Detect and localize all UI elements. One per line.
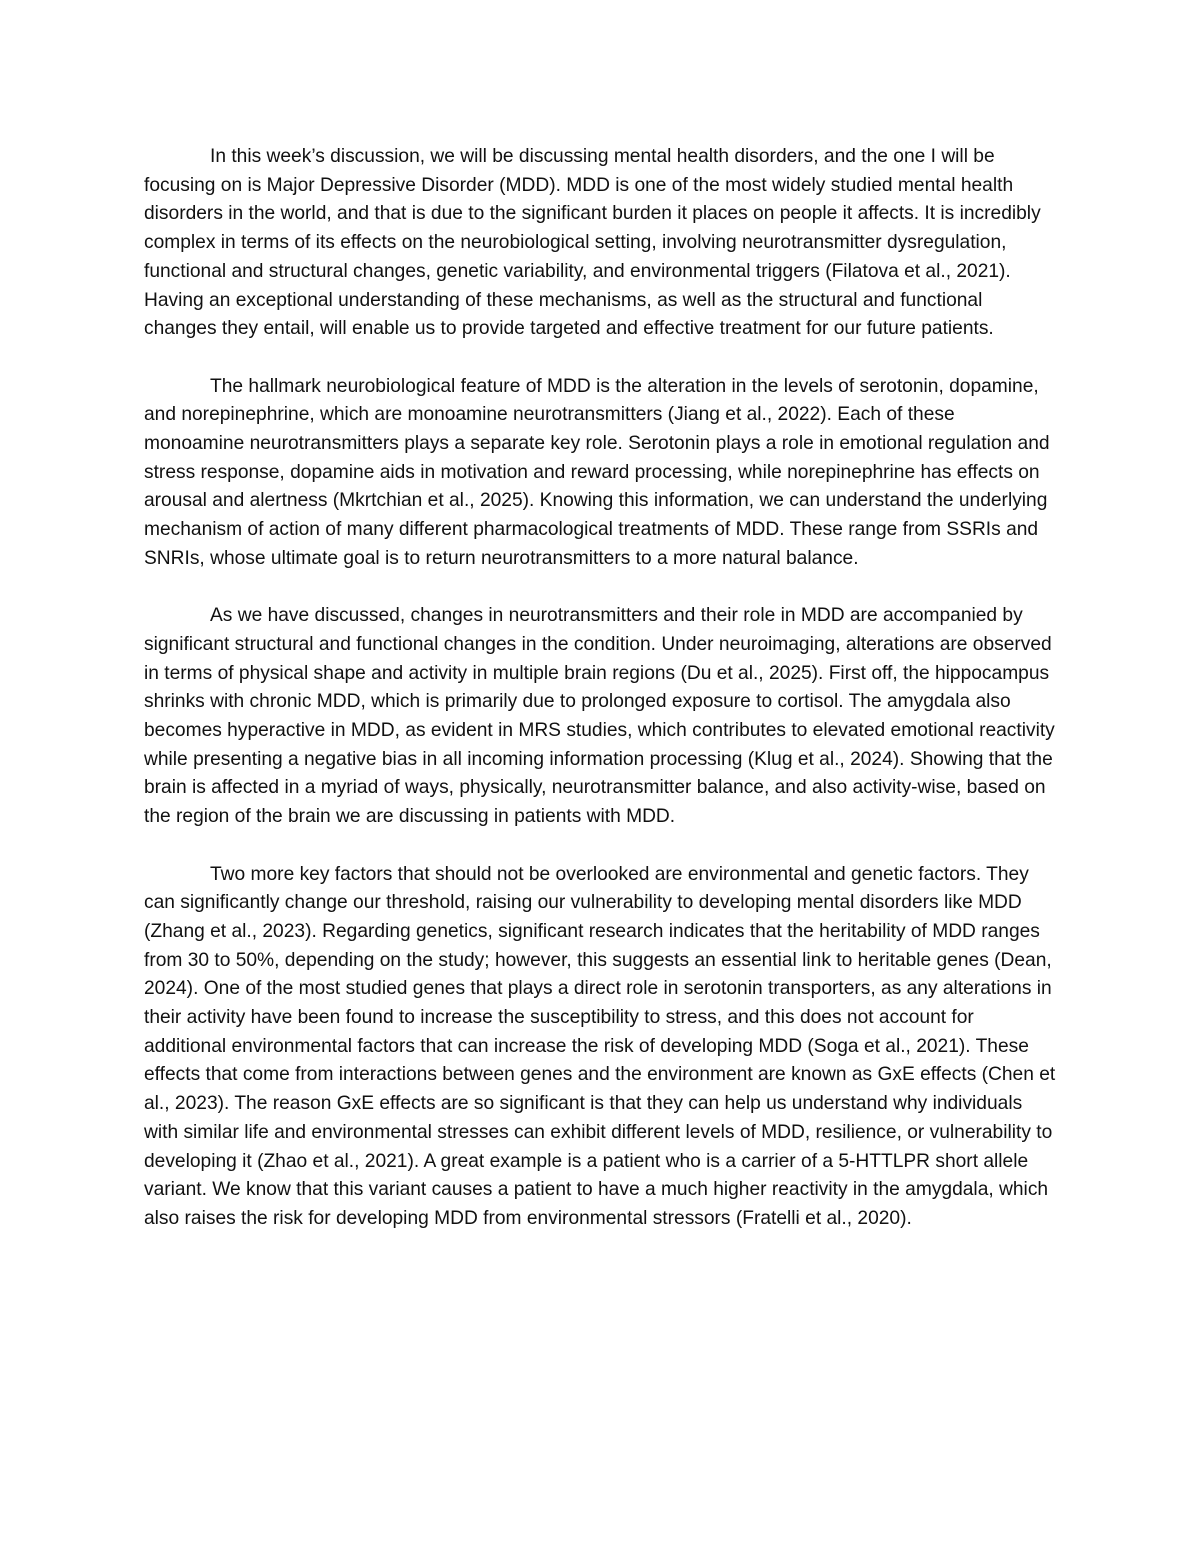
text-line: neuroimaging, alterations are observed in terms of physical shape and activity in multiple brain (144, 633, 1052, 684)
text-line: activity-wise, based on the region of the brain we are discussing in patients with MDD. (144, 777, 1046, 828)
text-line: that plays a direct role in serotonin transporters, as any alterations in their activity have been (144, 978, 1052, 1029)
text-line: Each of these monoamine neurotransmitters plays a separate key role. Serotonin plays a role in (144, 404, 955, 455)
text-line: developing MDD from environmental stressors (Fratelli et al., 2020). (335, 1207, 912, 1229)
text-line: pharmacological treatments of MDD. These range from SSRIs and SNRIs, whose ultimate goal (144, 519, 1039, 569)
text-line: presenting a negative bias in all incoming information processing (Klug et al., 2024). Showing (193, 748, 984, 770)
text-line: mental disorders like MDD (Zhang et al., 2023). Regarding genetics, significant research (144, 892, 1022, 942)
document-body (144, 143, 1056, 1262)
text-line: environmental factors that can increase the risk of developing MDD (Soga et al., 2021). These (231, 1035, 1029, 1057)
text-line: levels of MDD, resilience, or vulnerability to developing it (Zhao et al., 2021). A great example is (144, 1121, 1053, 1172)
text-line: this suggests an essential link to heritable genes (Dean, 2024). One of the most studied genes (144, 949, 1052, 1000)
text-line: MDD, as evident in MRS studies, which contributes to elevated emotional reactivity while (144, 720, 1055, 770)
text-line: a patient who is a carrier of a 5-HTTLPR short allele variant. We know that this variant causes a (144, 1150, 1029, 1201)
text-line: factors. They can significantly change our threshold, raising our vulnerability to developing (144, 863, 1029, 914)
text-line: these mechanisms, as well as the structural and functional changes they entail, will enable us to (144, 289, 983, 340)
paragraph-structural-changes (144, 602, 1056, 832)
text-line: is to return neurotransmitters to a more natural balance. (385, 547, 859, 569)
text-line: In this week’s discussion, we will be discussing mental health disorders, and the one I (210, 146, 936, 167)
text-line: will be focusing on is Major Depressive Disorder (MDD). MDD is one of the most widely studied (144, 146, 995, 196)
text-line: mental health disorders in the world, and that is due to the significant burden it places on (144, 174, 1014, 225)
text-line: that the brain is affected in a myriad of ways, physically, neurotransmitter balance, and also (144, 748, 1053, 799)
paragraph-mdd-introduction (144, 143, 1056, 344)
text-line: people it affects. It is incredibly complex in terms of its effects on the neurobiological setting, (144, 203, 1041, 254)
text-line: and environmental triggers (Filatova et al., 2021). Having an exceptional understanding of (144, 260, 1011, 311)
text-line: Two more key factors that should not be overlooked are environmental and genetic (210, 863, 913, 885)
text-line: dopamine, and norepinephrine, which are monoamine neurotransmitters (Jiang et al., 2022). (144, 375, 1039, 426)
text-line: The hallmark neurobiological feature of MDD is the alteration in the levels of serotonin, (210, 375, 944, 397)
paragraph-neurotransmitters (144, 373, 1056, 574)
text-line: primarily due to prolonged exposure to cortisol. The amygdala also becomes hyperactive in (144, 691, 1011, 742)
text-line: patient to have a much higher reactivity in the amygdala, which also raises the risk for (144, 1179, 1049, 1229)
text-line: indicates that the heritability of MDD ranges from 30 to 50%, depending on the study; however, (144, 920, 1040, 971)
paragraph-genetic-environmental (144, 861, 1056, 1234)
text-line: regions (Du et al., 2025). First off, the hippocampus shrinks with chronic MDD, which is (144, 662, 1050, 713)
text-line: effects that come from interactions between genes and the environment are known as GxE (144, 1064, 915, 1086)
text-line: understand why individuals with similar life and environmental stresses can exhibit different (144, 1093, 1023, 1143)
text-line: provide targeted and effective treatment for our future patients. (461, 318, 994, 340)
text-line: involving neurotransmitter dysregulation, functional and structural changes, genetic variability, (144, 232, 1007, 282)
text-line: found to increase the susceptibility to stress, and this does not account for additional (144, 1007, 974, 1057)
text-line: emotional regulation and stress response, dopamine aids in motivation and reward processing, (144, 433, 1050, 483)
text-line: effects (Chen et al., 2023). The reason GxE effects are so significant is that they can help us (144, 1064, 1056, 1115)
text-line: this information, we can understand the underlying mechanism of action of many different (144, 490, 1048, 541)
text-line: while norepinephrine has effects on arousal and alertness (Mkrtchian et al., 2025). Knowing (144, 461, 1040, 512)
text-line: accompanied by significant structural and functional changes in the condition. Under (144, 605, 1023, 655)
text-line: As we have discussed, changes in neurotransmitters and their role in MDD are (210, 605, 878, 627)
